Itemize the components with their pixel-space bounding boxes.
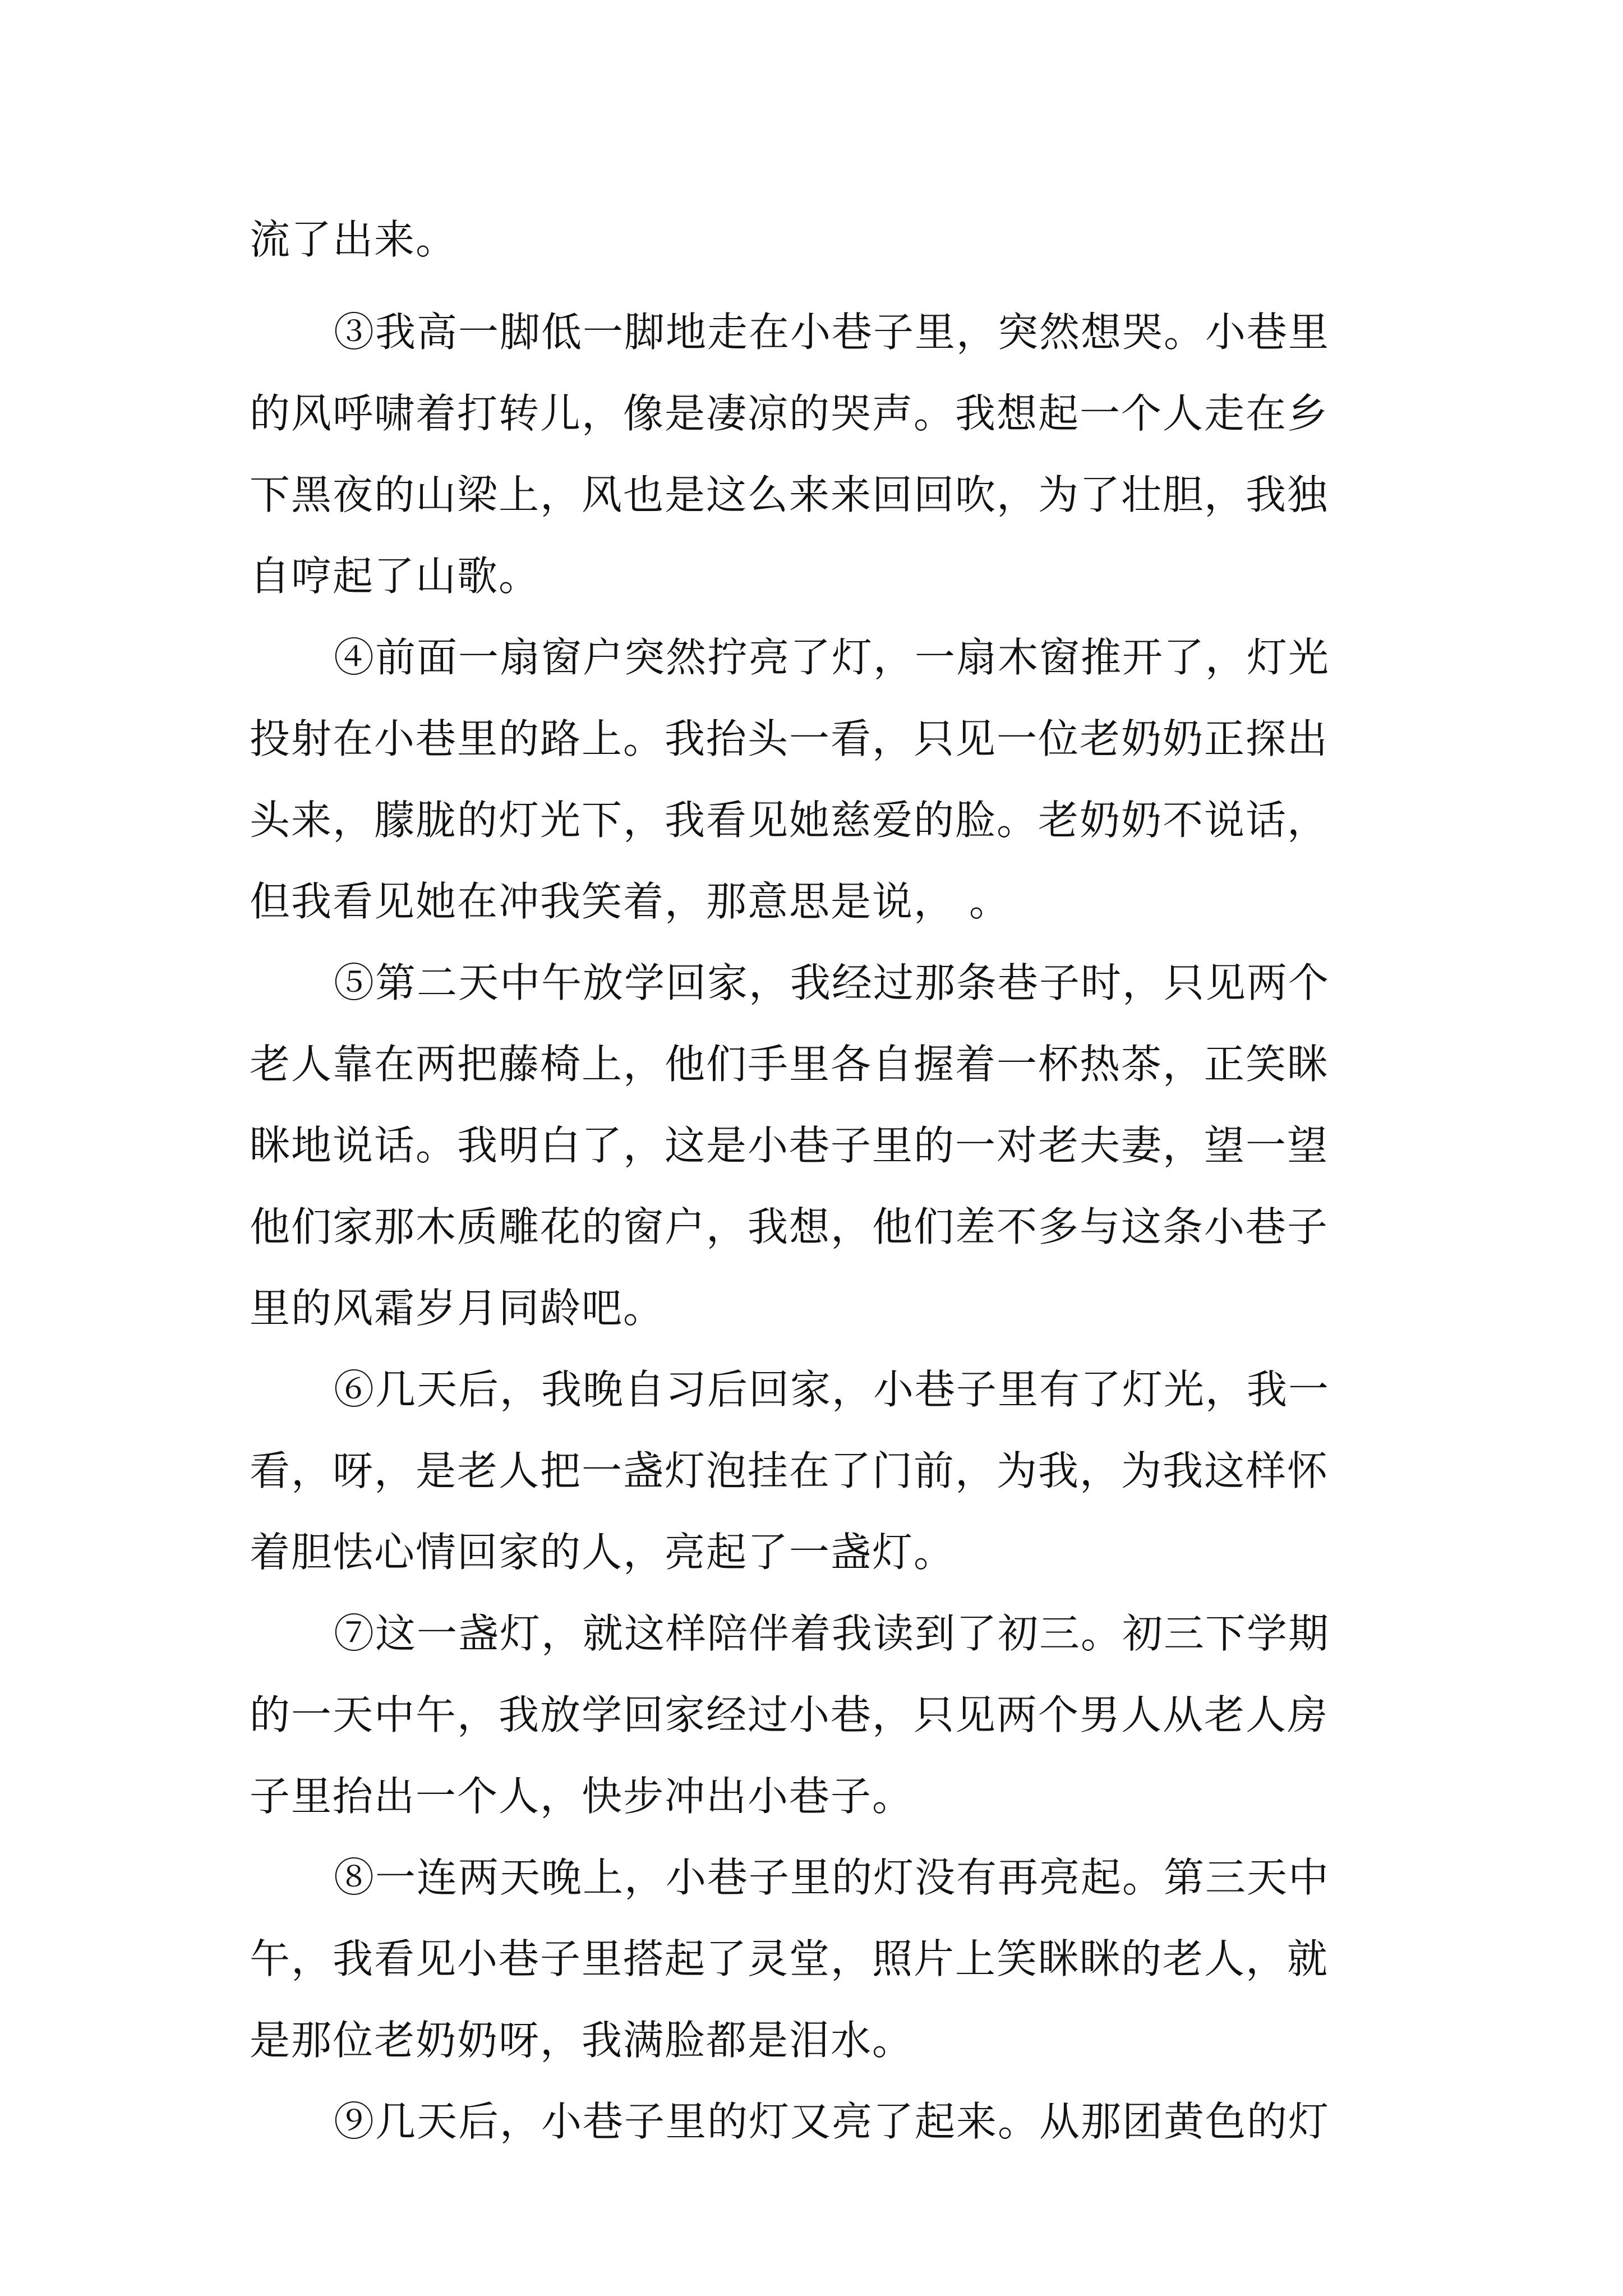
paragraph-8-line: ⑧一连两天晚上，小巷子里的灯没有再亮起。第三天中	[334, 1854, 1330, 1901]
text-line: 自哼起了山歌。	[250, 553, 541, 600]
text-line: 流了出来。	[250, 216, 458, 263]
text-line: 但我看见她在冲我笑着，那意思是说， 。	[250, 878, 1011, 925]
text-line: 投射在小巷里的路上。我抬头一看，只见一位老奶奶正探出	[250, 715, 1329, 762]
text-line: 的一天中午，我放学回家经过小巷，只见两个男人从老人房	[250, 1691, 1329, 1738]
text-line: 是那位老奶奶呀，我满脸都是泪水。	[250, 2017, 914, 2064]
paragraph-5-line: ⑤第二天中午放学回家，我经过那条巷子时，只见两个	[334, 959, 1330, 1006]
paragraph-4-line: ④前面一扇窗户突然拧亮了灯，一扇木窗推开了，灯光	[334, 634, 1330, 681]
text-line: 着胆怯心情回家的人，亮起了一盏灯。	[250, 1529, 956, 1576]
paragraph-3-line: ③我高一脚低一脚地走在小巷子里，突然想哭。小巷里	[334, 309, 1330, 356]
text-line: 老人靠在两把藤椅上，他们手里各自握着一杯热茶，正笑眯	[250, 1041, 1329, 1088]
text-line: 子里抬出一个人，快步冲出小巷子。	[250, 1773, 914, 1820]
text-line: 午，我看见小巷子里搭起了灵堂，照片上笑眯眯的老人，就	[250, 1935, 1329, 1982]
article-body	[250, 199, 1399, 2162]
text-line: 眯地说话。我明白了，这是小巷子里的一对老夫妻，望一望	[250, 1122, 1329, 1169]
paragraph-6-line: ⑥几天后，我晚自习后回家，小巷子里有了灯光，我一	[334, 1366, 1330, 1413]
text-line: 的风呼啸着打转儿，像是凄凉的哭声。我想起一个人走在乡	[250, 390, 1329, 437]
text-line: 看，呀，是老人把一盏灯泡挂在了门前，为我，为我这样怀	[250, 1447, 1329, 1494]
text-line: 他们家那木质雕花的窗户，我想，他们差不多与这条小巷子	[250, 1203, 1329, 1250]
text-line: 里的风霜岁月同龄吧。	[250, 1285, 665, 1332]
paragraph-7-line: ⑦这一盏灯，就这样陪伴着我读到了初三。初三下学期	[334, 1610, 1330, 1657]
text-line: 下黑夜的山梁上，风也是这么来来回回吹，为了壮胆，我独	[250, 471, 1329, 518]
text-line: 头来，朦胧的灯光下，我看见她慈爱的脸。老奶奶不说话，	[250, 797, 1329, 844]
paragraph-9-line: ⑨几天后，小巷子里的灯又亮了起来。从那团黄色的灯	[334, 2098, 1330, 2145]
